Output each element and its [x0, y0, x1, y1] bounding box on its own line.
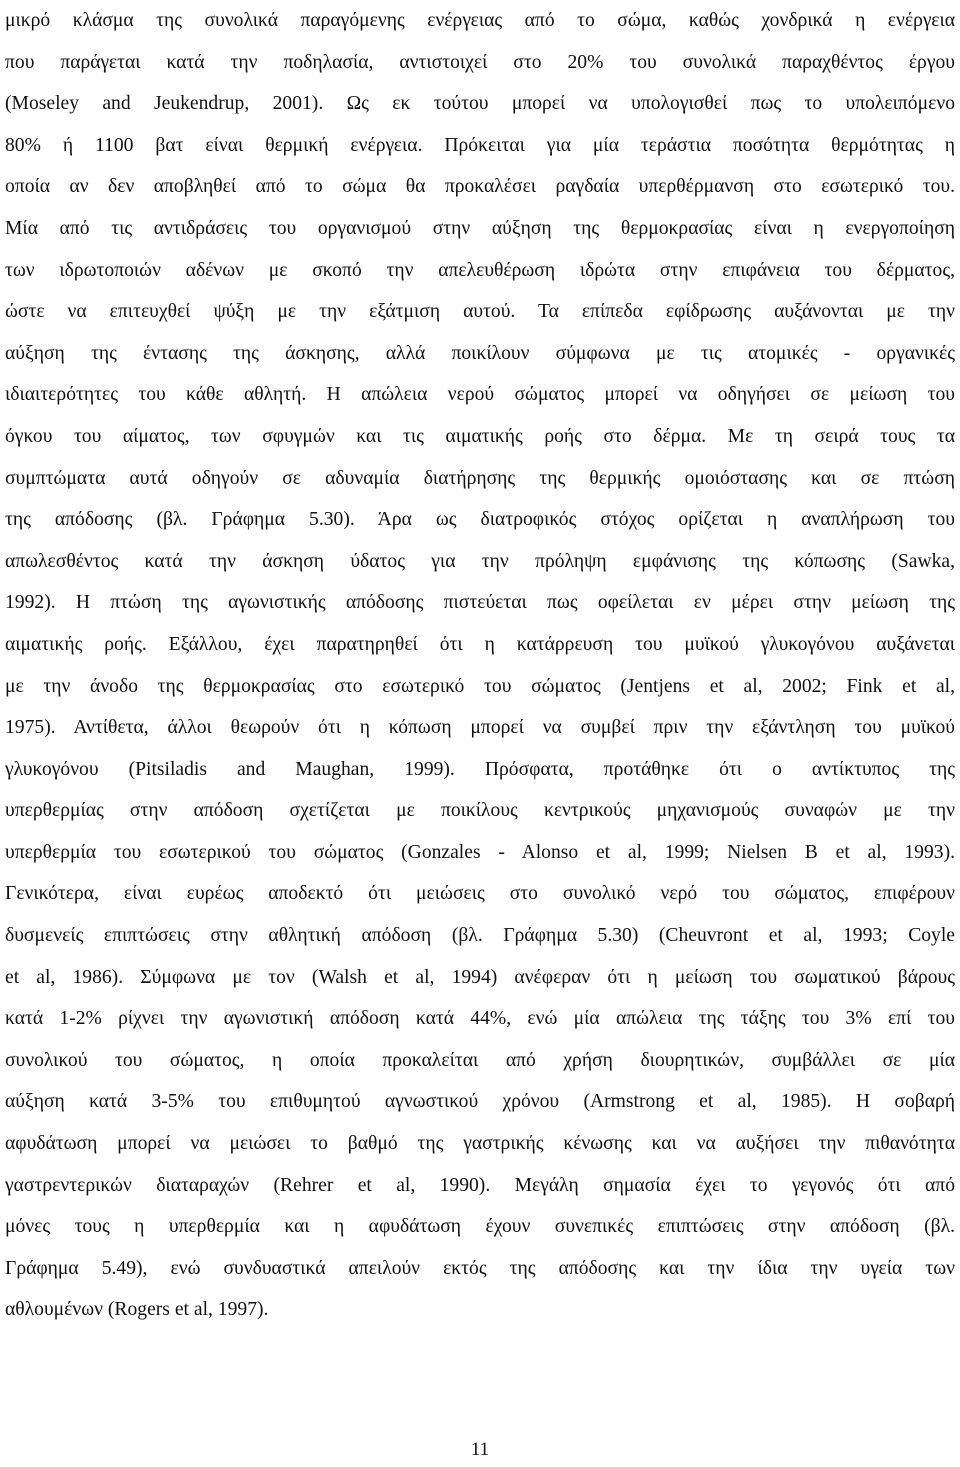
text-line: αιματικής ροής. Εξάλλου, έχει παρατηρηθεί ότι η κατάρρευση του μυϊκού γλυκογόνου αυξάνεται — [5, 633, 955, 655]
text-line: 1975). Αντίθετα, άλλοι θεωρούν ότι η κόπωση μπορεί να συμβεί πριν την εξάντληση του μυϊκού — [5, 717, 955, 739]
text-line: Γενικότερα, είναι ευρέως αποδεκτό ότι μειώσεις στο συνολικό νερό του σώματος, επιφέρουν — [5, 883, 955, 905]
body-paragraph — [5, 0, 955, 1331]
text-line: των ιδρωτοποιών αδένων με σκοπό την απελευθέρωση ιδρώτα στην επιφάνεια του δέρματος, — [5, 259, 955, 281]
text-line: αφυδάτωση μπορεί να μειώσει το βαθμό της γαστρικής κένωσης και να αυξήσει την πιθανότητα — [5, 1133, 955, 1155]
text-line: 1992). Η πτώση της αγωνιστικής απόδοσης πιστεύεται πως οφείλεται εν μέρει στην μείωση της — [5, 592, 955, 614]
text-line: που παράγεται κατά την ποδηλασία, αντιστοιχεί στο 20% του συνολικά παραχθέντος έργου — [5, 51, 955, 73]
text-line: μόνες τους η υπερθερμία και η αφυδάτωση έχουν συνεπικές επιπτώσεις στην απόδοση (βλ. — [5, 1216, 955, 1238]
text-line: γλυκογόνου (Pitsiladis and Maughan, 1999). Πρόσφατα, προτάθηκε ότι ο αντίκτυπος της — [5, 758, 955, 780]
text-line: ιδιαιτερότητες του κάθε αθλητή. Η απώλεια νερού σώματος μπορεί να οδηγήσει σε μείωση του — [5, 384, 955, 406]
text-line: συνολικού του σώματος, η οποία προκαλείται από χρήση διουρητικών, συμβάλλει σε μία — [5, 1049, 955, 1071]
text-line: της απόδοσης (βλ. Γράφημα 5.30). Άρα ως διατροφικός στόχος ορίζεται η αναπλήρωση του — [5, 509, 955, 531]
text-line: μικρό κλάσμα της συνολικά παραγόμενης ενέργειας από το σώμα, καθώς χονδρικά η ενέργεια — [5, 10, 955, 31]
text-line: Γράφημα 5.49), ενώ συνδυαστικά απειλούν εκτός της απόδοσης και την ίδια την υγεία των — [5, 1257, 955, 1279]
text-line: et al, 1986). Σύμφωνα με τον (Walsh et al, 1994) ανέφεραν ότι η μείωση του σωματικού βάρους — [5, 966, 955, 988]
text-line: αύξηση της έντασης της άσκησης, αλλά ποικίλουν σύμφωνα με τις ατομικές - οργανικές — [5, 342, 955, 364]
text-line: οποία αν δεν αποβληθεί από το σώμα θα προκαλέσει ραγδαία υπερθέρμανση στο εσωτερικό του. — [5, 176, 955, 198]
text-line: ώστε να επιτευχθεί ψύξη με την εξάτμιση αυτού. Τα επίπεδα εφίδρωσης αυξάνονται με την — [5, 301, 955, 323]
text-line: όγκου του αίματος, των σφυγμών και τις αιματικής ροής στο δέρμα. Με τη σειρά τους τα — [5, 425, 955, 447]
text-line: 80% ή 1100 βατ είναι θερμική ενέργεια. Πρόκειται για μία τεράστια ποσότητα θερμότητας η — [5, 134, 955, 156]
page-number: 11 — [470, 1439, 490, 1460]
text-line: με την άνοδο της θερμοκρασίας στο εσωτερικό του σώματος (Jentjens et al, 2002; Fink et al, — [5, 675, 955, 697]
text-line: αύξηση κατά 3-5% του επιθυμητού αγνωστικού χρόνου (Armstrong et al, 1985). Η σοβαρή — [5, 1091, 955, 1113]
text-line: αθλουμένων (Rogers et al, 1997). — [5, 1299, 269, 1321]
text-line: κατά 1-2% ρίχνει την αγωνιστική απόδοση κατά 44%, ενώ μία απώλεια της τάξης του 3% επί του — [5, 1008, 955, 1030]
text-line: συμπτώματα αυτά οδηγούν σε αδυναμία διατήρησης της θερμικής ομοιόστασης και σε πτώση — [5, 467, 955, 489]
text-line: γαστρεντερικών διαταραχών (Rehrer et al, 1990). Μεγάλη σημασία έχει το γεγονός ότι από — [5, 1174, 955, 1196]
text-line: Μία από τις αντιδράσεις του οργανισμού στην αύξηση της θερμοκρασίας είναι η ενεργοποίηση — [5, 217, 955, 239]
text-line: υπερθερμία του εσωτερικού του σώματος (Gonzales - Alonso et al, 1999; Nielsen B et al, 1993). — [5, 841, 955, 863]
text-line: δυσμενείς επιπτώσεις στην αθλητική απόδοση (βλ. Γράφημα 5.30) (Cheuvront et al, 1993; Coyle — [5, 925, 955, 947]
text-line: απωλεσθέντος κατά την άσκηση ύδατος για την πρόληψη εμφάνισης της κόπωσης (Sawka, — [5, 550, 955, 572]
text-line: (Moseley and Jeukendrup, 2001). Ως εκ τούτου μπορεί να υπολογισθεί πως το υπολειπόμενο — [5, 93, 955, 115]
text-line: υπερθερμίας στην απόδοση σχετίζεται με ποικίλους κεντρικούς μηχανισμούς συναφών με την — [5, 800, 955, 822]
